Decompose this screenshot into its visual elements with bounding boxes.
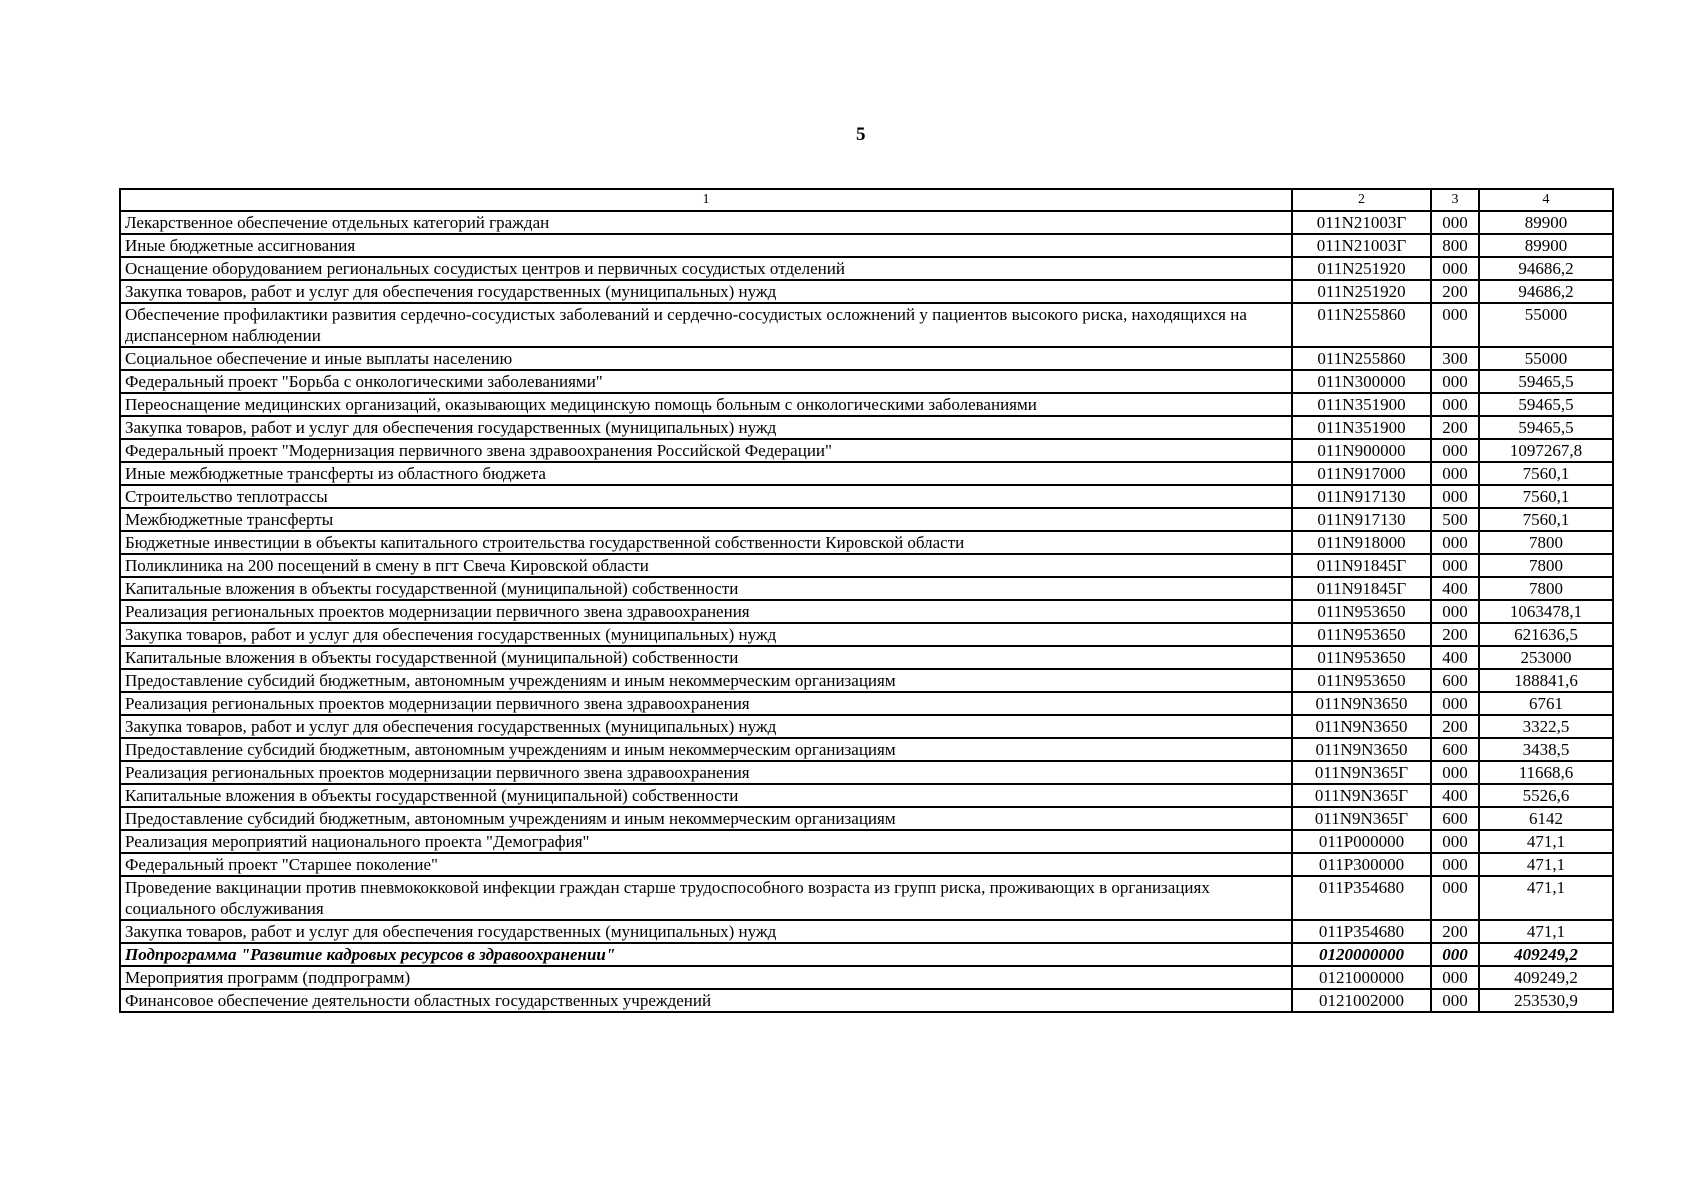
row-sum-cell: 3438,5: [1479, 738, 1613, 761]
row-name-cell: Закупка товаров, работ и услуг для обеспечения государственных (муниципальных) нужд: [120, 416, 1292, 439]
column-header-1: 1: [120, 189, 1292, 211]
table-row: [120, 600, 1613, 623]
row-code-cell: 011N9N3650: [1292, 692, 1431, 715]
table-row: [120, 280, 1613, 303]
row-sum-cell: 89900: [1479, 234, 1613, 257]
table-row: [120, 646, 1613, 669]
row-sum-cell: 55000: [1479, 347, 1613, 370]
table-row: [120, 416, 1613, 439]
table-row: [120, 807, 1613, 830]
row-sum-cell: 7560,1: [1479, 485, 1613, 508]
row-sum-cell: 409249,2: [1479, 966, 1613, 989]
table-row: [120, 920, 1613, 943]
row-expense-type-cell: 200: [1431, 416, 1479, 439]
row-name-cell: Закупка товаров, работ и услуг для обеспечения государственных (муниципальных) нужд: [120, 623, 1292, 646]
row-name-cell: Поликлиника на 200 посещений в смену в пгт Свеча Кировской области: [120, 554, 1292, 577]
row-sum-cell: 7560,1: [1479, 508, 1613, 531]
table-row: [120, 715, 1613, 738]
table-row: [120, 531, 1613, 554]
row-sum-cell: 5526,6: [1479, 784, 1613, 807]
row-expense-type-cell: 600: [1431, 738, 1479, 761]
row-code-cell: 011N917000: [1292, 462, 1431, 485]
row-name-cell: Федеральный проект "Старшее поколение": [120, 853, 1292, 876]
budget-table: [119, 188, 1614, 1013]
row-sum-cell: 621636,5: [1479, 623, 1613, 646]
table-row: [120, 989, 1613, 1012]
page-number: 5: [856, 124, 866, 145]
row-code-cell: 011N9N3650: [1292, 738, 1431, 761]
table-row: [120, 738, 1613, 761]
row-sum-cell: 253530,9: [1479, 989, 1613, 1012]
table-row: [120, 577, 1613, 600]
row-sum-cell: 471,1: [1479, 920, 1613, 943]
row-code-cell: 011N351900: [1292, 393, 1431, 416]
row-sum-cell: 1097267,8: [1479, 439, 1613, 462]
row-expense-type-cell: 000: [1431, 989, 1479, 1012]
column-header-4: 4: [1479, 189, 1613, 211]
row-sum-cell: 471,1: [1479, 830, 1613, 853]
row-name-cell: Социальное обеспечение и иные выплаты населению: [120, 347, 1292, 370]
row-code-cell: 011N953650: [1292, 669, 1431, 692]
row-code-cell: 011N953650: [1292, 646, 1431, 669]
row-code-cell: 011P354680: [1292, 920, 1431, 943]
table-row: [120, 853, 1613, 876]
table-row: [120, 257, 1613, 280]
row-sum-cell: 471,1: [1479, 853, 1613, 876]
table-row: [120, 234, 1613, 257]
row-code-cell: 011N91845Г: [1292, 577, 1431, 600]
row-expense-type-cell: 000: [1431, 531, 1479, 554]
row-sum-cell: 409249,2: [1479, 943, 1613, 966]
row-name-cell: Иные межбюджетные трансферты из областного бюджета: [120, 462, 1292, 485]
row-name-cell: Строительство теплотрассы: [120, 485, 1292, 508]
row-code-cell: 0121000000: [1292, 966, 1431, 989]
row-sum-cell: 59465,5: [1479, 370, 1613, 393]
row-name-cell: Реализация мероприятий национального проекта "Демография": [120, 830, 1292, 853]
row-name-cell: Предоставление субсидий бюджетным, автономным учреждениям и иным некоммерческим организациям: [120, 738, 1292, 761]
row-expense-type-cell: 000: [1431, 761, 1479, 784]
row-name-cell: Подпрограмма "Развитие кадровых ресурсов в здравоохранении": [120, 943, 1292, 966]
row-code-cell: 011N300000: [1292, 370, 1431, 393]
row-sum-cell: 94686,2: [1479, 280, 1613, 303]
row-expense-type-cell: 600: [1431, 807, 1479, 830]
row-expense-type-cell: 000: [1431, 853, 1479, 876]
row-code-cell: 0120000000: [1292, 943, 1431, 966]
row-name-cell: Мероприятия программ (подпрограмм): [120, 966, 1292, 989]
row-code-cell: 011N351900: [1292, 416, 1431, 439]
row-code-cell: 011N255860: [1292, 303, 1431, 347]
row-sum-cell: 471,1: [1479, 876, 1613, 920]
table-header-row: [120, 189, 1613, 211]
row-expense-type-cell: 200: [1431, 920, 1479, 943]
row-code-cell: 011N9N365Г: [1292, 761, 1431, 784]
row-expense-type-cell: 200: [1431, 715, 1479, 738]
row-code-cell: 011N953650: [1292, 600, 1431, 623]
row-code-cell: 011N953650: [1292, 623, 1431, 646]
table-row: [120, 303, 1613, 347]
row-name-cell: Бюджетные инвестиции в объекты капитального строительства государственной собственности Кировской области: [120, 531, 1292, 554]
table-row: [120, 211, 1613, 234]
table-row: [120, 669, 1613, 692]
row-name-cell: Переоснащение медицинских организаций, оказывающих медицинскую помощь больным с онкологическими заболеваниями: [120, 393, 1292, 416]
row-name-cell: Реализация региональных проектов модернизации первичного звена здравоохранения: [120, 600, 1292, 623]
row-name-cell: Капитальные вложения в объекты государственной (муниципальной) собственности: [120, 784, 1292, 807]
table-row: [120, 554, 1613, 577]
table-row: [120, 370, 1613, 393]
row-expense-type-cell: 000: [1431, 554, 1479, 577]
table-row: [120, 439, 1613, 462]
row-expense-type-cell: 000: [1431, 943, 1479, 966]
row-code-cell: 011N9N365Г: [1292, 784, 1431, 807]
row-sum-cell: 3322,5: [1479, 715, 1613, 738]
row-sum-cell: 1063478,1: [1479, 600, 1613, 623]
row-code-cell: 011N9N365Г: [1292, 807, 1431, 830]
row-code-cell: 011N917130: [1292, 485, 1431, 508]
row-expense-type-cell: 000: [1431, 439, 1479, 462]
column-header-2: 2: [1292, 189, 1431, 211]
row-expense-type-cell: 200: [1431, 280, 1479, 303]
row-name-cell: Межбюджетные трансферты: [120, 508, 1292, 531]
table-row: [120, 966, 1613, 989]
table-row: [120, 830, 1613, 853]
row-expense-type-cell: 600: [1431, 669, 1479, 692]
row-name-cell: Предоставление субсидий бюджетным, автономным учреждениям и иным некоммерческим организациям: [120, 669, 1292, 692]
row-name-cell: Обеспечение профилактики развития сердечно-сосудистых заболеваний и сердечно-сосудистых осложнений у пациентов высокого риска, находящихся на диспансерном наблюдении: [120, 303, 1292, 347]
table-row: [120, 623, 1613, 646]
row-code-cell: 011N9N3650: [1292, 715, 1431, 738]
row-name-cell: Лекарственное обеспечение отдельных категорий граждан: [120, 211, 1292, 234]
row-code-cell: 011P300000: [1292, 853, 1431, 876]
row-name-cell: Реализация региональных проектов модернизации первичного звена здравоохранения: [120, 692, 1292, 715]
row-expense-type-cell: 000: [1431, 692, 1479, 715]
row-name-cell: Закупка товаров, работ и услуг для обеспечения государственных (муниципальных) нужд: [120, 715, 1292, 738]
row-name-cell: Предоставление субсидий бюджетным, автономным учреждениям и иным некоммерческим организациям: [120, 807, 1292, 830]
row-code-cell: 011N255860: [1292, 347, 1431, 370]
table-row: [120, 508, 1613, 531]
row-expense-type-cell: 000: [1431, 485, 1479, 508]
row-name-cell: Капитальные вложения в объекты государственной (муниципальной) собственности: [120, 577, 1292, 600]
row-expense-type-cell: 500: [1431, 508, 1479, 531]
table-row: [120, 692, 1613, 715]
row-code-cell: 011N91845Г: [1292, 554, 1431, 577]
row-expense-type-cell: 300: [1431, 347, 1479, 370]
table-row: [120, 943, 1613, 966]
row-sum-cell: 6761: [1479, 692, 1613, 715]
row-expense-type-cell: 400: [1431, 646, 1479, 669]
row-sum-cell: 94686,2: [1479, 257, 1613, 280]
row-code-cell: 011N917130: [1292, 508, 1431, 531]
row-code-cell: 011N251920: [1292, 257, 1431, 280]
row-expense-type-cell: 000: [1431, 303, 1479, 347]
row-sum-cell: 188841,6: [1479, 669, 1613, 692]
row-code-cell: 0121002000: [1292, 989, 1431, 1012]
row-code-cell: 011N21003Г: [1292, 211, 1431, 234]
table-row: [120, 876, 1613, 920]
column-header-3: 3: [1431, 189, 1479, 211]
row-code-cell: 011N21003Г: [1292, 234, 1431, 257]
row-name-cell: Оснащение оборудованием региональных сосудистых центров и первичных сосудистых отделений: [120, 257, 1292, 280]
row-expense-type-cell: 400: [1431, 784, 1479, 807]
row-name-cell: Федеральный проект "Модернизация первичного звена здравоохранения Российской Федерации": [120, 439, 1292, 462]
row-sum-cell: 6142: [1479, 807, 1613, 830]
row-expense-type-cell: 000: [1431, 370, 1479, 393]
row-code-cell: 011P354680: [1292, 876, 1431, 920]
row-expense-type-cell: 000: [1431, 876, 1479, 920]
row-expense-type-cell: 000: [1431, 462, 1479, 485]
row-expense-type-cell: 000: [1431, 600, 1479, 623]
row-expense-type-cell: 000: [1431, 257, 1479, 280]
row-sum-cell: 59465,5: [1479, 416, 1613, 439]
row-sum-cell: 55000: [1479, 303, 1613, 347]
row-sum-cell: 7800: [1479, 577, 1613, 600]
table-row: [120, 462, 1613, 485]
row-expense-type-cell: 000: [1431, 393, 1479, 416]
row-name-cell: Проведение вакцинации против пневмококковой инфекции граждан старше трудоспособного возраста из групп риска, проживающих в организациях социального обслуживания: [120, 876, 1292, 920]
row-code-cell: 011N900000: [1292, 439, 1431, 462]
table-row: [120, 347, 1613, 370]
row-expense-type-cell: 000: [1431, 211, 1479, 234]
table-row: [120, 393, 1613, 416]
row-name-cell: Реализация региональных проектов модернизации первичного звена здравоохранения: [120, 761, 1292, 784]
row-sum-cell: 59465,5: [1479, 393, 1613, 416]
row-name-cell: Федеральный проект "Борьба с онкологическими заболеваниями": [120, 370, 1292, 393]
row-expense-type-cell: 000: [1431, 830, 1479, 853]
row-sum-cell: 7560,1: [1479, 462, 1613, 485]
table-row: [120, 485, 1613, 508]
row-code-cell: 011N918000: [1292, 531, 1431, 554]
row-sum-cell: 7800: [1479, 531, 1613, 554]
row-sum-cell: 11668,6: [1479, 761, 1613, 784]
table-row: [120, 784, 1613, 807]
row-name-cell: Иные бюджетные ассигнования: [120, 234, 1292, 257]
table-row: [120, 761, 1613, 784]
row-expense-type-cell: 800: [1431, 234, 1479, 257]
row-sum-cell: 253000: [1479, 646, 1613, 669]
row-name-cell: Финансовое обеспечение деятельности областных государственных учреждений: [120, 989, 1292, 1012]
row-expense-type-cell: 400: [1431, 577, 1479, 600]
row-sum-cell: 7800: [1479, 554, 1613, 577]
row-name-cell: Закупка товаров, работ и услуг для обеспечения государственных (муниципальных) нужд: [120, 280, 1292, 303]
row-code-cell: 011N251920: [1292, 280, 1431, 303]
row-name-cell: Закупка товаров, работ и услуг для обеспечения государственных (муниципальных) нужд: [120, 920, 1292, 943]
row-expense-type-cell: 200: [1431, 623, 1479, 646]
row-expense-type-cell: 000: [1431, 966, 1479, 989]
row-name-cell: Капитальные вложения в объекты государственной (муниципальной) собственности: [120, 646, 1292, 669]
row-code-cell: 011P000000: [1292, 830, 1431, 853]
table-body: [120, 189, 1613, 1012]
row-sum-cell: 89900: [1479, 211, 1613, 234]
